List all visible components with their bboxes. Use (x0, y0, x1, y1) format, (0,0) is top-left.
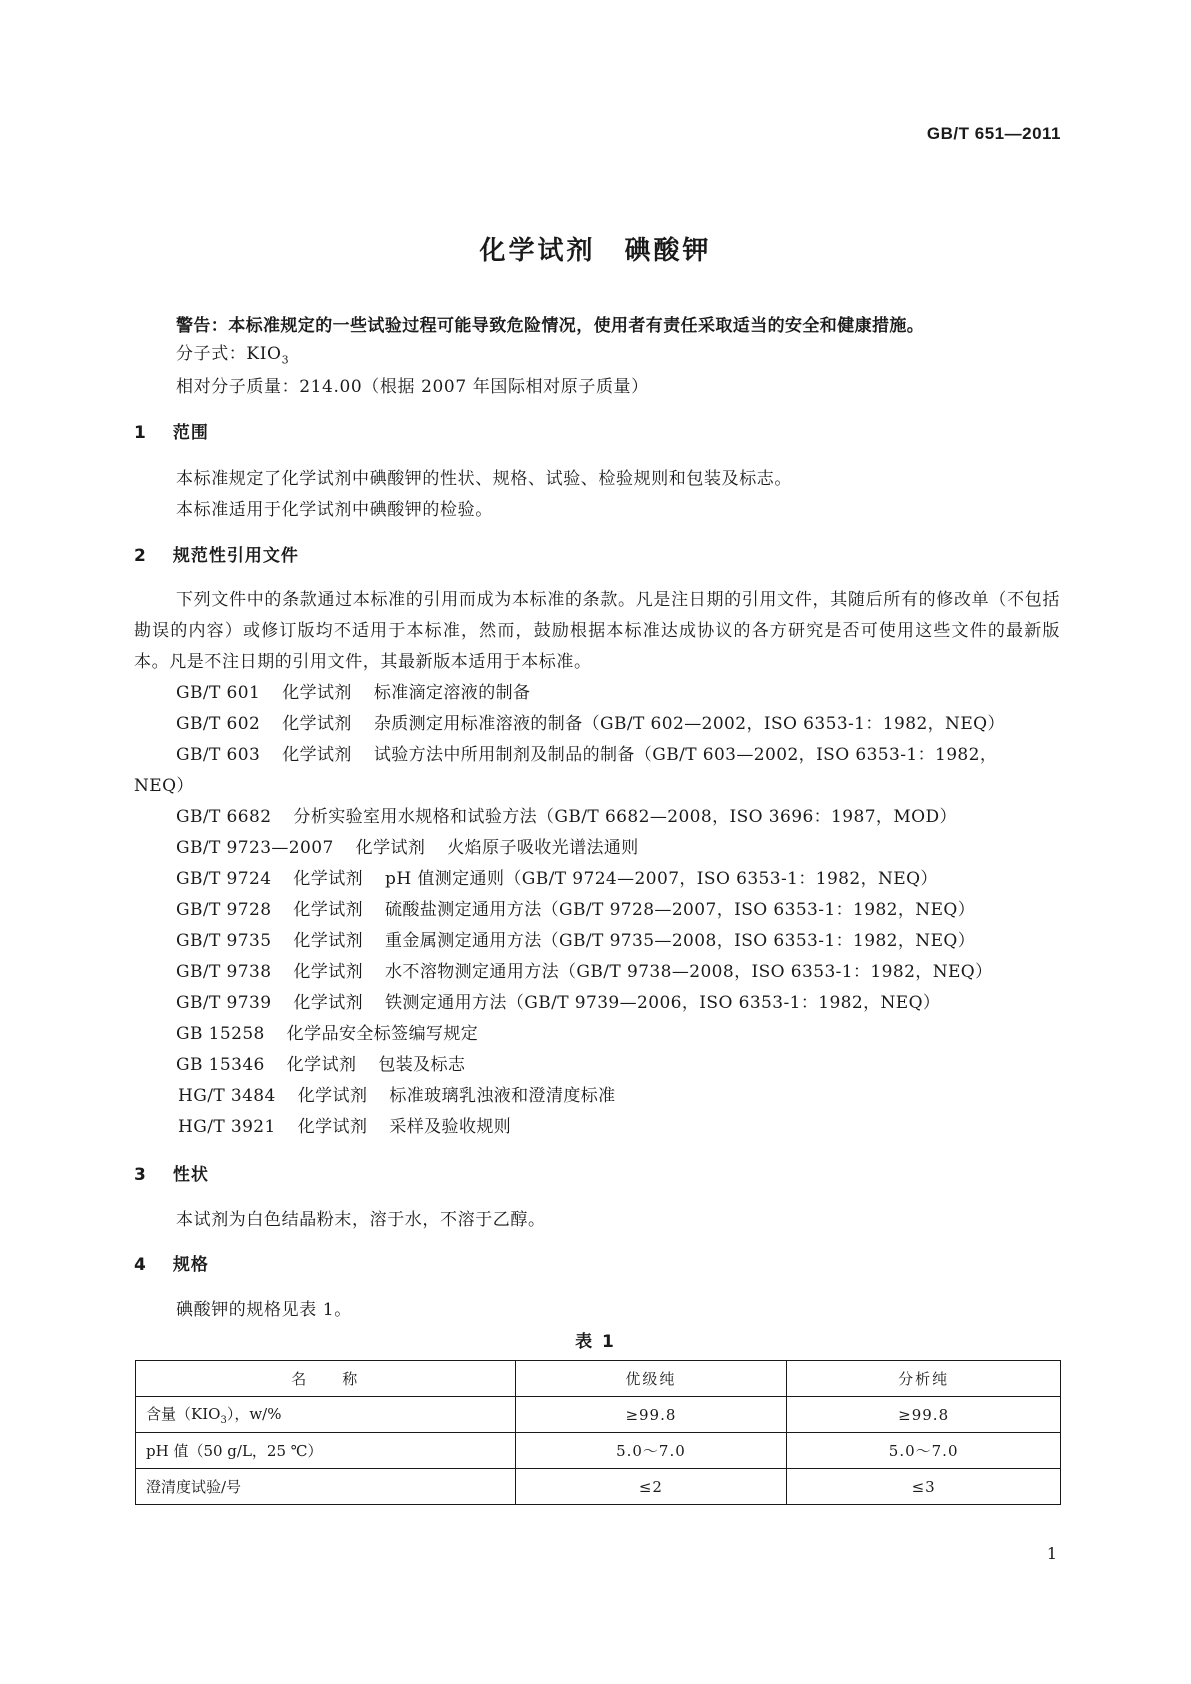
table-cell-name: pH 值（50 g/L，25 ℃） (136, 1433, 516, 1469)
section-number: 3 (134, 1165, 147, 1185)
document-title: 化学试剂 碘酸钾 (479, 236, 712, 266)
molecular-formula (176, 339, 289, 366)
table-cell-value: ≥99.8 (515, 1397, 787, 1433)
table-cell-value: ≤2 (515, 1469, 787, 1505)
section-number: 2 (134, 546, 147, 566)
references-intro: 下列文件中的条款通过本标准的引用而成为本标准的条款。凡是注日期的引用文件，其随后所有的修改单（不包括勘误的内容）或修订版均不适用于本标准，然而，鼓励根据本标准达成协议的各方研究是否可使用这些文件的最新版本。凡是不注日期的引用文件，其最新版本适用于本标准。 (134, 590, 1060, 672)
section-2-heading (134, 541, 299, 566)
reference-item: HG/T 3484 化学试剂 标准玻璃乳浊液和澄清度标准 (178, 1086, 616, 1106)
reference-item: GB/T 601 化学试剂 标准滴定溶液的制备 (176, 683, 531, 703)
reference-item: GB/T 9723—2007 化学试剂 火焰原子吸收光谱法通则 (176, 838, 639, 858)
reference-item: HG/T 3921 化学试剂 采样及验收规则 (178, 1117, 512, 1137)
section-title: 规范性引用文件 (172, 546, 299, 566)
reference-item: GB/T 6682 分析实验室用水规格和试验方法（GB/T 6682—2008，ISO 3696：1987，MOD） (176, 807, 957, 827)
molecular-mass: 相对分子质量：214.00（根据 2007 年国际相对原子质量） (176, 377, 649, 397)
specification-table (135, 1360, 1061, 1505)
table-header-row (136, 1361, 1061, 1397)
properties-text: 本试剂为白色结晶粉末，溶于水，不溶于乙醇。 (176, 1210, 546, 1230)
warning-text: 警告：本标准规定的一些试验过程可能导致危险情况，使用者有责任采取适当的安全和健康措施。 (176, 316, 925, 336)
reference-item: GB/T 9728 化学试剂 硫酸盐测定通用方法（GB/T 9728—2007，ISO 6353-1：1982，NEQ） (176, 900, 976, 920)
table-cell-name: 澄清度试验/号 (136, 1469, 516, 1505)
table-cell-value: 5.0～7.0 (787, 1433, 1061, 1469)
page-number: 1 (1046, 1544, 1057, 1563)
section-number: 4 (134, 1255, 147, 1275)
table-row (136, 1433, 1061, 1469)
reference-continuation: NEQ） (134, 776, 194, 796)
formula-subscript: 3 (281, 353, 290, 367)
column-header: 优级纯 (515, 1361, 787, 1397)
section-1-heading (134, 418, 209, 443)
reference-item: GB/T 9739 化学试剂 铁测定通用方法（GB/T 9739—2006，ISO 6353-1：1982，NEQ） (176, 993, 941, 1013)
table-cell-name: 含量$(KIO_3)$，w/% (136, 1397, 516, 1433)
section-3-heading (134, 1160, 209, 1185)
standard-code: GB/T 651—2011 (926, 124, 1061, 143)
reference-item: GB/T 9735 化学试剂 重金属测定通用方法（GB/T 9735—2008，ISO 6353-1：1982，NEQ） (176, 931, 976, 951)
section-title: 性状 (172, 1165, 209, 1185)
reference-item: GB/T 9738 化学试剂 水不溶物测定通用方法（GB/T 9738—2008，ISO 6353-1：1982，NEQ） (176, 962, 993, 982)
section-title: 规格 (172, 1255, 209, 1275)
column-header: 分析纯 (787, 1361, 1061, 1397)
section-title: 范围 (172, 423, 209, 443)
reference-item: GB 15346 化学试剂 包装及标志 (176, 1055, 466, 1075)
column-header: 名 称 (136, 1361, 516, 1397)
formula-label: 分子式： (176, 344, 247, 364)
table-caption: 表 1 (575, 1332, 616, 1352)
table-row (136, 1469, 1061, 1505)
reference-item: GB/T 9724 化学试剂 pH 值测定通则（GB/T 9724—2007，ISO 6353-1：1982，NEQ） (176, 869, 938, 889)
reference-item: GB 15258 化学品安全标签编写规定 (176, 1024, 479, 1044)
table-cell-value: ≥99.8 (787, 1397, 1061, 1433)
scope-paragraph-1: 本标准规定了化学试剂中碘酸钾的性状、规格、试验、检验规则和包装及标志。 (176, 469, 792, 489)
table-row (136, 1397, 1061, 1433)
specification-text: 碘酸钾的规格见表 1。 (176, 1300, 352, 1320)
formula-main: KIO (246, 344, 282, 364)
reference-item: GB/T 602 化学试剂 杂质测定用标准溶液的制备（GB/T 602—2002，ISO 6353-1：1982，NEQ） (176, 714, 1005, 734)
section-number: 1 (134, 423, 147, 443)
scope-paragraph-2: 本标准适用于化学试剂中碘酸钾的检验。 (176, 500, 493, 520)
reference-item: GB/T 603 化学试剂 试验方法中所用制剂及制品的制备（GB/T 603—2002，ISO 6353-1：1982， (176, 745, 998, 765)
section-4-heading (134, 1250, 209, 1275)
table-cell-value: 5.0～7.0 (515, 1433, 787, 1469)
table-cell-value: ≤3 (787, 1469, 1061, 1505)
